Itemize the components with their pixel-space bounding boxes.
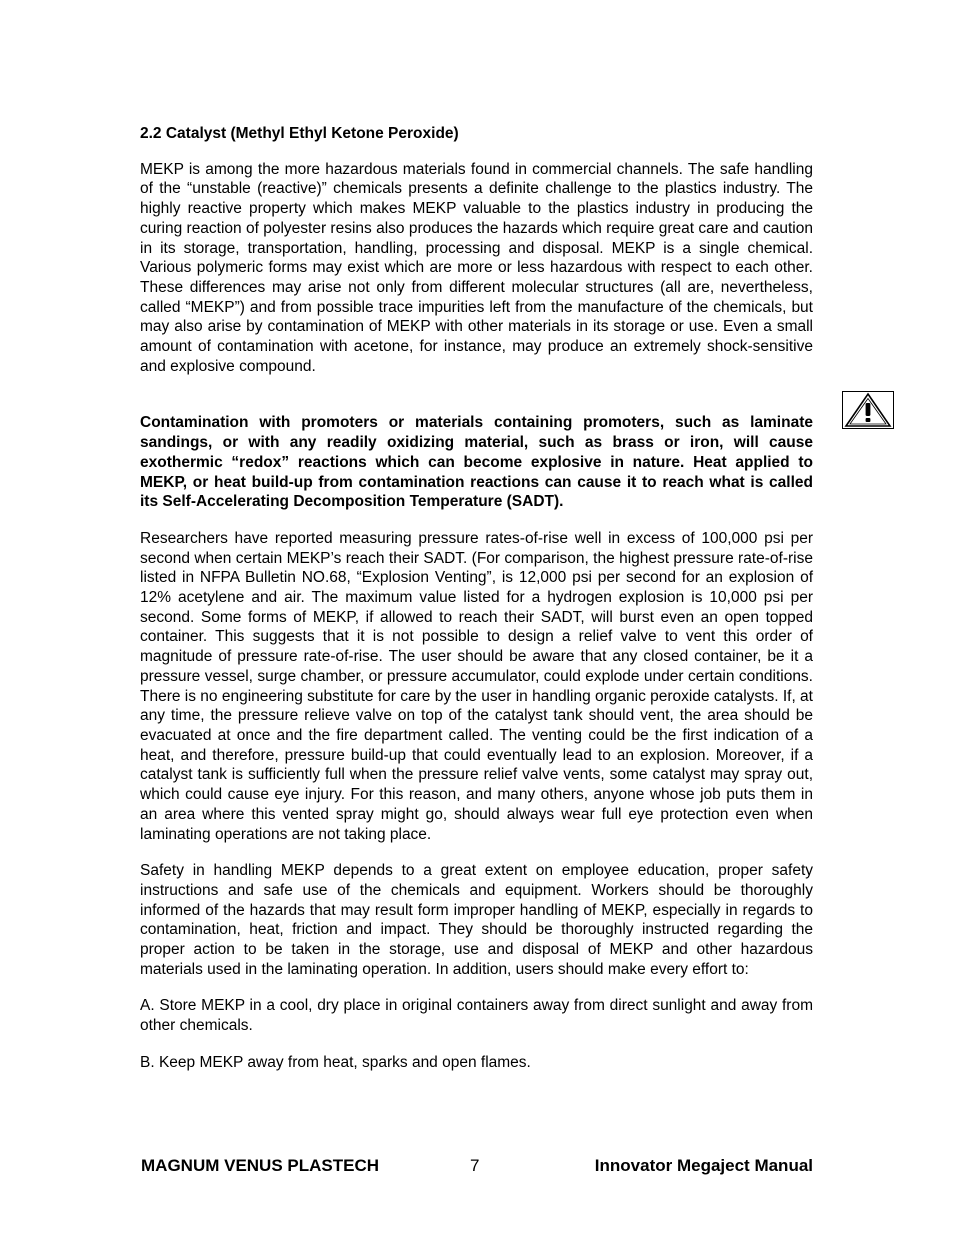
paragraph-mekp-hazards: MEKP is among the more hazardous materials found in commercial channels. The safe handling of the “unstable (reactive)” chemicals presents a definite challenge to the plastics industry. The highly reactive property which makes MEKP valuable to the plastics industry in producing the curing reaction of polyester resins also produces the hazards which require great care and caution in its storage, transportation, handling, processing and disposal. MEKP is a single chemical. Various polymeric forms may exist which are more or less hazardous with respect to each other. These differences may arise not only from different molecular structures (all are, nevertheless, called “MEKP”) and from possible trace impurities left from the manufacture of the chemicals, but may also arise by contamination of MEKP with other materials in its storage or use. Even a small amount of contamination with acetone, for instance, may produce an extremely shock-sensitive and explosive compound. xyxy=(140,160,813,375)
list-item-store: A. Store MEKP in a cool, dry place in original containers away from direct sunlight and away from other chemicals. xyxy=(140,997,813,1035)
paragraph-pressure-rates: Researchers have reported measuring pressure rates-of-rise well in excess of 100,000 psi per second when certain MEKP’s reach their SADT. (For comparison, the highest pressure rate-of-rise listed in NFPA Bulletin NO.68, “Explosion Venting”, is 12,000 psi per second for an explosion of 12% acetylene and air. The maximum value listed for a hydrogen explosion is 10,000 psi per second. Some forms of MEKP, if allowed to reach their SADT, will burst even an open topped container. This suggests that it is not possible to design a relief valve to vent this order of magnitude of pressure rate-of-rise. The user should be aware that any closed container, be it a pressure vessel, surge chamber, or pressure accumulator, could explode under certain conditions. There is no engineering substitute for care by the user in handling organic peroxide catalysts. If, at any time, the pressure relieve valve on top of the catalyst tank should vent, the area should be evacuated at once and the fire department called. The venting could be the first indication of a heat, and therefore, pressure build-up that could eventually lead to an explosion. Moreover, if a catalyst tank is sufficiently full when the pressure relief valve vents, some catalyst may spray out, which could cause eye injury. For this reason, and many others, anyone whose job puts them in an area where this vented spray might go, should always wear full eye protection even when laminating operations are not taking place. xyxy=(140,529,813,843)
footer-manual-title: Innovator Megaject Manual xyxy=(594,1156,813,1175)
caution-triangle-icon xyxy=(842,391,894,429)
footer-company: MAGNUM VENUS PLASTECH xyxy=(141,1156,380,1175)
page-body xyxy=(140,124,813,1090)
page-footer xyxy=(140,1156,813,1178)
section-heading: 2.2 Catalyst (Methyl Ethyl Ketone Peroxide) xyxy=(140,125,459,142)
list-item-heat: B. Keep MEKP away from heat, sparks and open flames. xyxy=(140,1053,531,1071)
warning-paragraph: Contamination with promoters or materials containing promoters, such as laminate sandings, or with any readily oxidizing material, such as brass or iron, will cause exothermic “redox” reactions which can become explosive in nature. Heat applied to MEKP, or heat build-up from contamination reactions can cause it to reach what is called its Self-Accelerating Decomposition Temperature (SADT). xyxy=(140,414,813,511)
paragraph-safety-handling: Safety in handling MEKP depends to a great extent on employee education, proper safety instructions and safe use of the chemicals and equipment. Workers should be thoroughly informed of the hazards that may result form improper handling of MEKP, especially in regards to contamination, heat, friction and impact. They should be thoroughly instructed regarding the proper action to be taken in the storage, use and disposal of MEKP and other hazardous materials used in the laminating operation. In addition, users should make every effort to: xyxy=(140,862,813,978)
footer-page-number: 7 xyxy=(470,1156,480,1175)
